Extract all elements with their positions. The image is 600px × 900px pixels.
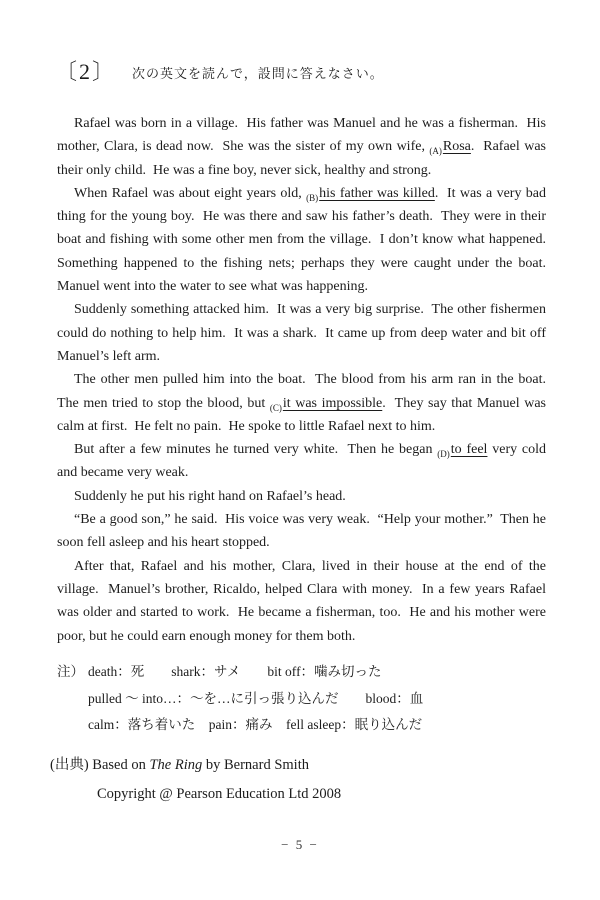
passage-text: “Be a good son,” he said. His voice was very weak. “Help your mother.” Then he soon fell asleep and his heart stopped. [57,512,550,551]
passage-text: Rafael was born in a village. His father was Manuel and he was a fisherman. His mother, Clara, is dead now. She was the sister of my own wife, [57,116,550,155]
passage-text: Suddenly he put his right hand on Rafael’s head. [74,488,346,504]
source-line2: Copyright @ Pearson Education Ltd 2008 [97,786,342,802]
passage-text: very cold and became very weak. [57,442,550,481]
passage-text: . It was a very bad thing for the young boy. He was there and saw his father’s death. They were in their boat and fishing with some other men from the village. I don’t know what happened. Something happened to the fishing nets; perhaps they were caught under the boat. Manuel went into the water to see what was happening. [57,185,553,295]
passage-text: After that, Rafael and his mother, Clara, lived in their house at the end of the village. Manuel’s brother, Ricaldo, helped Clara with money. In a few years Rafael was older and started to work. He became a fisherman, too. He and his mother were poor, but he could earn enough money for them both. [57,558,550,644]
passage-paragraph [57,182,553,298]
source-suffix: by Bernard Smith [202,757,309,773]
section-number: 〔2〕 [55,59,117,84]
book-title: The Ring [149,757,203,773]
passage-text: Suddenly something attacked him. It was a very big surprise. The other fishermen could do nothing to help him. It was a shark. It came up from deep water and bit off Manuel’s left arm. [57,302,550,364]
source-prefix: Based on [92,757,150,773]
passage-paragraph [57,485,546,508]
passage [57,112,553,648]
passage-paragraph [57,555,550,648]
notes-line: pulled ～ into…：～を…に引っ張り込んだ blood：血 [88,690,424,706]
underline-marker: (B) [306,192,319,203]
passage-paragraph [57,368,553,438]
passage-text: . They say that Manuel was calm at first. He felt no pain. He spoke to little Rafael next to him. [57,395,550,434]
section-instruction: 次の英文を読んで，設問に答えなさい。 [132,66,384,81]
passage-paragraph [57,112,550,182]
underline-marker: (C) [269,402,282,413]
underline-marker: (D) [437,449,450,460]
passage-paragraph [57,438,550,485]
underlined-phrase: Rosa [442,139,471,155]
passage-paragraph [57,508,550,555]
notes-line: calm：落ち着いた pain：痛み fell asleep：眠り込んだ [88,717,423,732]
passage-text: When Rafael was about eight years old, [74,185,307,201]
notes-line: death：死 shark：サメ bit off：噛み切った [88,664,382,679]
underlined-phrase: to feel [450,442,488,458]
underlined-phrase: it was impossible [282,395,383,411]
vocabulary-notes [57,659,527,739]
notes-label: 注） [57,664,84,679]
page-number: − 5 − [281,837,319,852]
passage-paragraph [57,298,550,368]
passage-text: . Rafael was their only child. He was a fine boy, never sick, healthy and strong. [57,139,550,178]
underline-marker: (A) [429,146,442,157]
section-header [55,55,560,86]
source-label: (出典) [50,757,89,773]
passage-text: The other men pulled him into the boat. The blood from his arm ran in the boat. The men tried to stop the blood, but [57,372,553,411]
source-attribution [50,751,550,809]
passage-text: But after a few minutes he turned very white. Then he began [74,442,438,458]
underlined-phrase: his father was killed [319,185,435,201]
source-line1 [50,751,550,780]
